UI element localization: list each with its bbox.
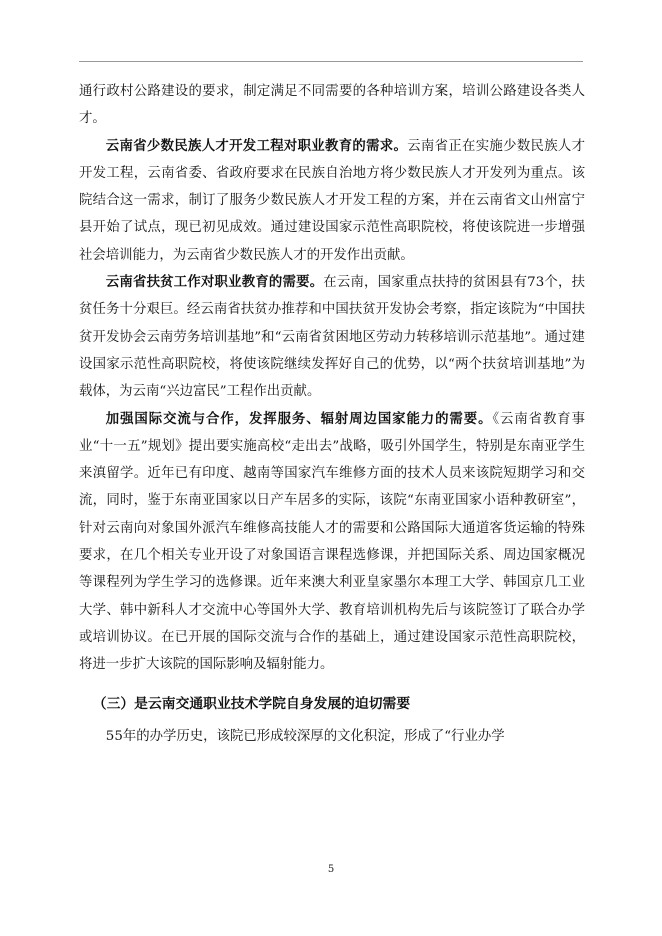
paragraph-text: 通行政村公路建设的要求，制定满足不同需要的各种培训方案，培训公路建设各类人才。 — [79, 84, 585, 127]
paragraph-continuation — [79, 78, 585, 133]
paragraph-text: 55年的办学历史，该院已形成较深厚的文化积淀，形成了“行业办学 — [105, 728, 505, 744]
section-heading: （三）是云南交通职业技术学院自身发展的迫切需要 — [92, 695, 411, 712]
paragraph-lead: 云南省扶贫工作对职业教育的需要。 — [105, 275, 324, 291]
paragraph-text: 《云南省教育事业“十一五”规划》提出要实施高校“走出去”战略，吸引外国学生，特别是东南亚学生来滇留学。近年已有印度、越南等国家汽车维修方面的技术人员来该院短期学习和交流，同时，鉴于东南亚国家以日产车居多的实际，该院“东南亚国家小语种教研室”，针对云南向对象国外派汽车维修高技能人才的需要和公路国际大通道客货运输的特殊要求，在几个相关专业开设了对象国语言课程选修课，并把国际关系、周边国家概况等课程列为学生学习的选修课。近年来澳大利亚皇家墨尔本理工大学、韩国京几工业大学、韩中新科人才交流中心等国外大学、教育培训机构先后与该院签订了联合办学或培训协议。在已开展的国际交流与合作的基础上，通过建设国家示范性高职院校，将进一步扩大该院的国际影响及辐射能力。 — [79, 411, 585, 673]
header-rule — [79, 61, 583, 62]
paragraph-lead: 云南省少数民族人才开发工程对职业教育的需求。 — [105, 138, 408, 154]
page-number: 5 — [327, 864, 335, 875]
paragraph-poverty-alleviation — [79, 269, 585, 405]
paragraph-minority-talent — [79, 133, 585, 269]
paragraph-final — [79, 723, 585, 750]
paragraph-lead: 加强国际交流与合作，发挥服务、辐射周边国家能力的需要。 — [105, 411, 493, 427]
paragraph-text: 在云南，国家重点扶持的贫困县有73个，扶贫任务十分艰巨。经云南省扶贫办推荐和中国扶贫开发协会考察，指定该院为“中国扶贫开发协会云南劳务培训基地”和“云南省贫困地区劳动力转移培训示范基地”。通过建设国家示范性高职院校，将使该院继续发挥好自己的优势，以“两个扶贫培训基地”为载体，为云南“兴边富民”工程作出贡献。 — [79, 275, 585, 400]
document-body — [79, 78, 585, 750]
paragraph-text: 云南省正在实施少数民族人才开发工程，云南省委、省政府要求在民族自治地方将少数民族人才开发列为重点。该院结合这一需求，制订了服务少数民族人才开发工程的方案，并在云南省文山州富宁县开始了试点，现已初见成效。通过建设国家示范性高职院校，将使该院进一步增强社会培训能力，为云南省少数民族人才的开发作出贡献。 — [79, 138, 586, 263]
paragraph-international-exchange — [79, 406, 585, 679]
